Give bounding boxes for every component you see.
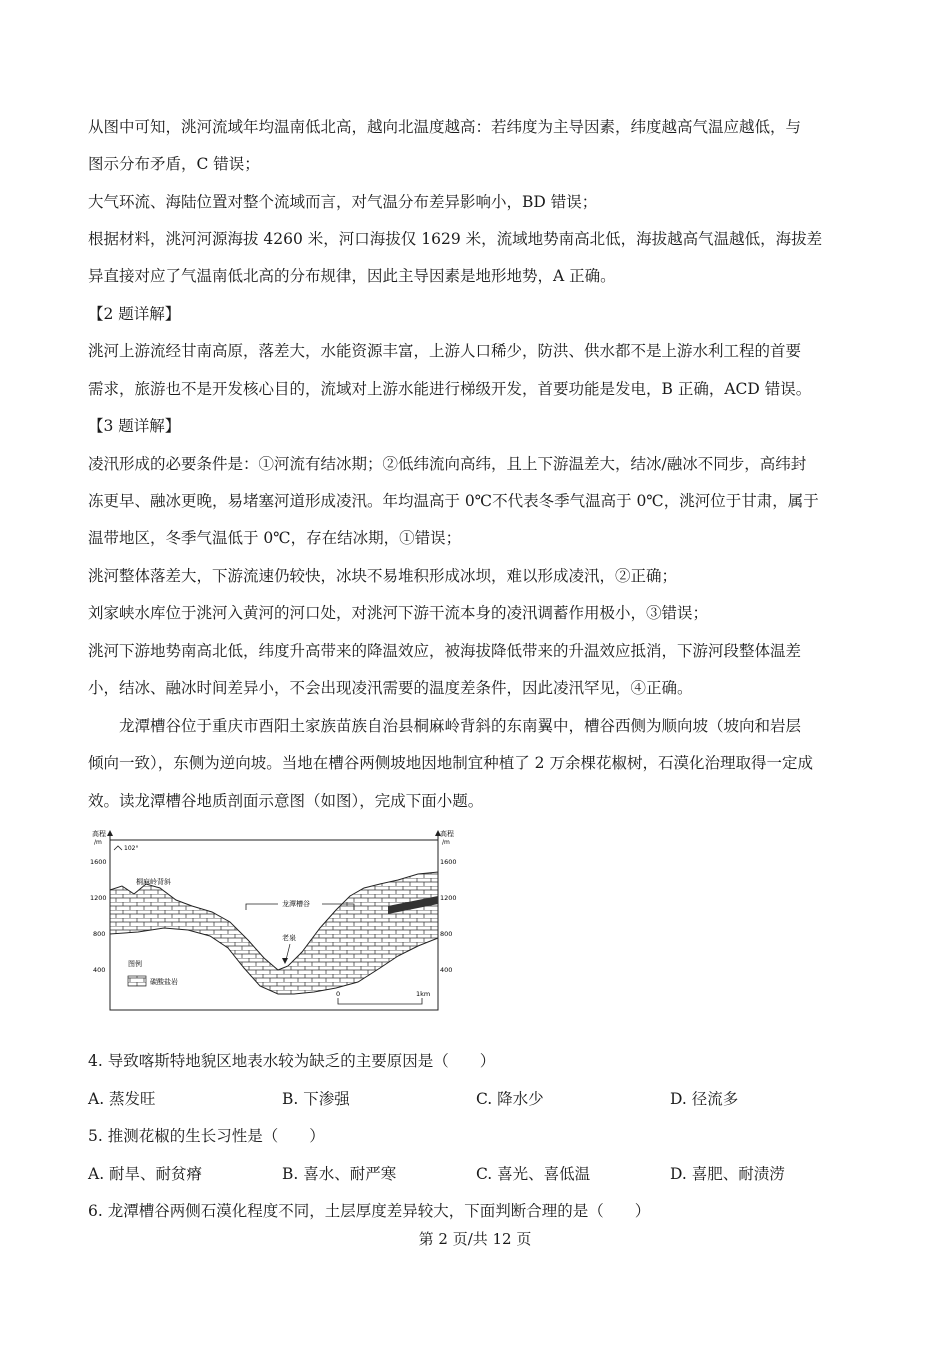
bearing-icon [114,846,122,850]
spring-pointer [286,944,290,960]
q5-option-c[interactable]: C. 喜光、喜低温 [476,1165,591,1183]
scale-end: 1km [416,990,431,998]
heading-q2-detail: 【2 题详解】 [88,305,181,323]
tick-right-800: 800 [440,930,453,938]
question-4-stem: 4. 导致喀斯特地貌区地表水较为缺乏的主要原因是（ ） [88,1052,496,1070]
scale-bar [338,998,422,1004]
question-6-stem: 6. 龙潭槽谷两侧石漠化程度不同，土层厚度差异较大，下面判断合理的是（ ） [88,1202,651,1220]
para-q1-line5: 异直接对应了气温南低北高的分布规律，因此主导因素是地形地势，A 正确。 [88,267,616,285]
legend-item: 碳酸盐岩 [150,978,178,986]
q4-option-a[interactable]: A. 蒸发旺 [88,1090,156,1108]
legend-title: 图例 [128,960,142,968]
tick-left-800: 800 [93,930,106,938]
spring-label: 老泉 [282,934,296,942]
right-axis-unit: /m [442,839,450,846]
valley-label: 龙潭槽谷 [282,900,310,908]
para-q3-line6: 洮河下游地势南高北低，纬度升高带来的降温效应，被海拔降低带来的升温效应抵消，下游河段整体温差 [88,642,802,660]
anticline-label: 桐麻岭背斜 [136,878,171,886]
left-axis-unit: /m [94,839,102,846]
page-footer: 第 2 页/共 12 页 [418,1230,532,1248]
para-q3-line5: 刘家峡水库位于洮河入黄河的河口处，对洮河下游干流本身的凌汛调蓄作用极小，③错误； [88,604,709,622]
tick-right-400: 400 [440,966,453,974]
para-q1-line1: 从图中可知，洮河流域年均温南低北高，越向北温度越高：若纬度为主导因素，纬度越高气温应越低，与 [88,118,802,136]
tick-left-400: 400 [93,966,106,974]
para-q2-line2: 需求，旅游也不是开发核心目的，流域对上游水能进行梯级开发，首要功能是发电，B 正确，ACD 错误。 [88,380,812,398]
heading-q3-detail: 【3 题详解】 [88,417,181,435]
para-q1-line4: 根据材料，洮河河源海拔 4260 米，河口海拔仅 1629 米，流域地势南高北低，海拔越高气温越低，海拔差 [88,230,823,248]
para-q3-line7: 小，结冰、融冰时间差异小，不会出现凌汛需要的温度差条件，因此凌汛罕见，④正确。 [88,679,693,697]
tick-left-1200: 1200 [90,894,107,902]
tick-left-1600: 1600 [90,858,107,866]
intro-line2: 倾向一致），东侧为逆向坡。当地在槽谷两侧坡地因地制宜种植了 2 万余棵花椒树，石漠化治理取得一定成 [88,754,813,772]
para-q3-line1: 凌汛形成的必要条件是：①河流有结冰期；②低纬流向高纬，且上下游温差大，结冰/融冰不同步，高纬封 [88,455,807,473]
q5-option-b[interactable]: B. 喜水、耐严寒 [282,1165,397,1183]
para-q1-line3: 大气环流、海陆位置对整个流域而言，对气温分布差异影响小，BD 错误； [88,193,598,211]
para-q2-line1: 洮河上游流经甘南高原，落差大，水能资源丰富，上游人口稀少，防洪、供水都不是上游水利工程的首要 [88,342,802,360]
geologic-profile-figure [88,822,458,1022]
carbonate-rock-layers [110,872,438,994]
para-q1-line2: 图示分布矛盾，C 错误； [88,155,260,173]
para-q3-line4: 洮河整体落差大，下游流速仍较快，冰块不易堆积形成冰坝，难以形成凌汛，②正确； [88,567,678,585]
q5-option-d[interactable]: D. 喜肥、耐渍涝 [670,1165,785,1183]
question-5-stem: 5. 推测花椒的生长习性是（ ） [88,1127,325,1145]
legend-swatch [128,976,146,986]
q4-option-d[interactable]: D. 径流多 [670,1090,739,1108]
intro-line1: 龙潭槽谷位于重庆市酉阳土家族苗族自治县桐麻岭背斜的东南翼中，槽谷西侧为顺向坡（坡向和岩层 [88,717,802,735]
tick-right-1200: 1200 [440,894,457,902]
left-axis-arrow-icon [107,830,113,836]
bearing-label: 102° [124,845,139,852]
q5-option-a[interactable]: A. 耐旱、耐贫瘠 [88,1165,203,1183]
para-q3-line2: 冻更早、融冰更晚，易堵塞河道形成凌汛。年均温高于 0℃不代表冬季气温高于 0℃，洮河位于甘肃，属于 [88,492,819,510]
tick-right-1600: 1600 [440,858,457,866]
intro-line3: 效。读龙潭槽谷地质剖面示意图（如图），完成下面小题。 [88,792,484,810]
left-axis-title: 高程 [92,830,106,838]
right-axis-title: 高程 [440,830,454,838]
q4-option-c[interactable]: C. 降水少 [476,1090,544,1108]
scale-start: 0 [336,990,341,998]
para-q3-line3: 温带地区，冬季气温低于 0℃，存在结冰期，①错误； [88,529,462,547]
spring-icon [282,958,288,964]
q4-option-b[interactable]: B. 下渗强 [282,1090,350,1108]
